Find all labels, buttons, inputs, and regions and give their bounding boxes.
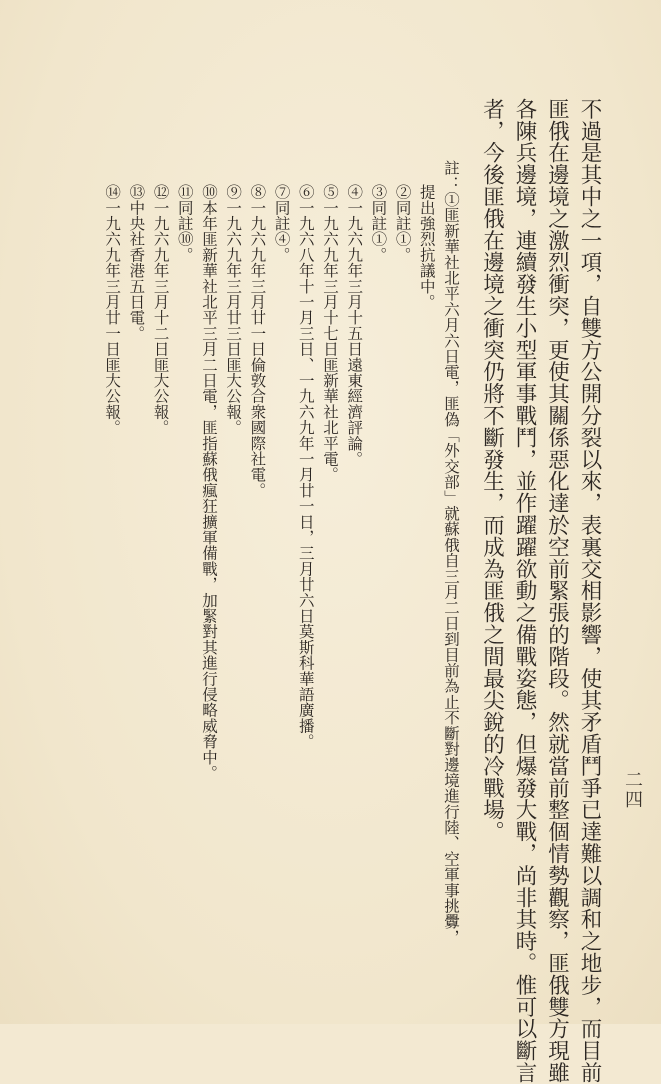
footnote-1: 註：①匪新華社北平六月六日電，匪偽「外交部」就蘇俄自三月二日到目前為止不斷對邊境進行陸、空軍事挑釁， (442, 160, 460, 945)
footnotes (100, 160, 463, 1000)
footnote-2: ②同註①。 (393, 184, 412, 263)
body-line-2: 匪俄在邊境之激烈衝突，更使其關係惡化達於空前緊張的階段。然就當前整個情勢觀察，匪俄雙方現雖 (544, 98, 570, 1084)
footnote-8: ⑧一九六九年三月廿一日倫敦合衆國際社電。 (248, 184, 267, 498)
footnote-12: ⑫一九六九年三月十二日匪大公報。 (151, 184, 170, 436)
page-number: 二四 (622, 770, 643, 810)
body-line-3: 各陳兵邊境，連續發生小型軍事戰鬥，並作躍躍欲動之備戰姿態，但爆發大戰，尚非其時。惟可以斷言 (512, 98, 537, 1084)
footnote-4: ④一九六九年三月十五日遠東經濟評論。 (345, 184, 364, 467)
footnote-10: ⑩本年匪新華社北平三月二日電，匪指蘇俄瘋狂擴軍備戰，加緊對其進行侵略威脅中。 (199, 184, 218, 781)
footnote-13: ⑬中央社香港五日電。 (127, 184, 146, 341)
body-line-4: 者，今後匪俄在邊境之衝突仍將不斷發生，而成為匪俄之間最尖銳的冷戰場。 (479, 98, 505, 843)
body-line-1: 不過是其中之一項，自雙方公開分裂以來，表裏交相影響，使其矛盾鬥爭已達難以調和之地步，而目前 (577, 98, 602, 1084)
footnote-11: ⑪同註⑩。 (175, 184, 194, 263)
footnote-3: ③同註①。 (369, 184, 388, 263)
footnote-14: ⑭一九六九年三月廿一日匪大公報。 (103, 184, 122, 436)
footnote-5: ⑤一九六九年三月十七日匪新華社北平電。 (320, 184, 339, 483)
body-text (475, 98, 605, 1084)
footnote-1-continued: 提出強烈抗議中。 (417, 184, 436, 310)
footnote-6: ⑥一九六八年十一月三日、一九六九年一月廿一日，三月廿六日莫斯科華語廣播。 (296, 184, 315, 750)
footnote-7: ⑦同註④。 (272, 184, 291, 263)
footnote-9: ⑨一九六九年三月廿三日匪大公報。 (224, 184, 243, 436)
